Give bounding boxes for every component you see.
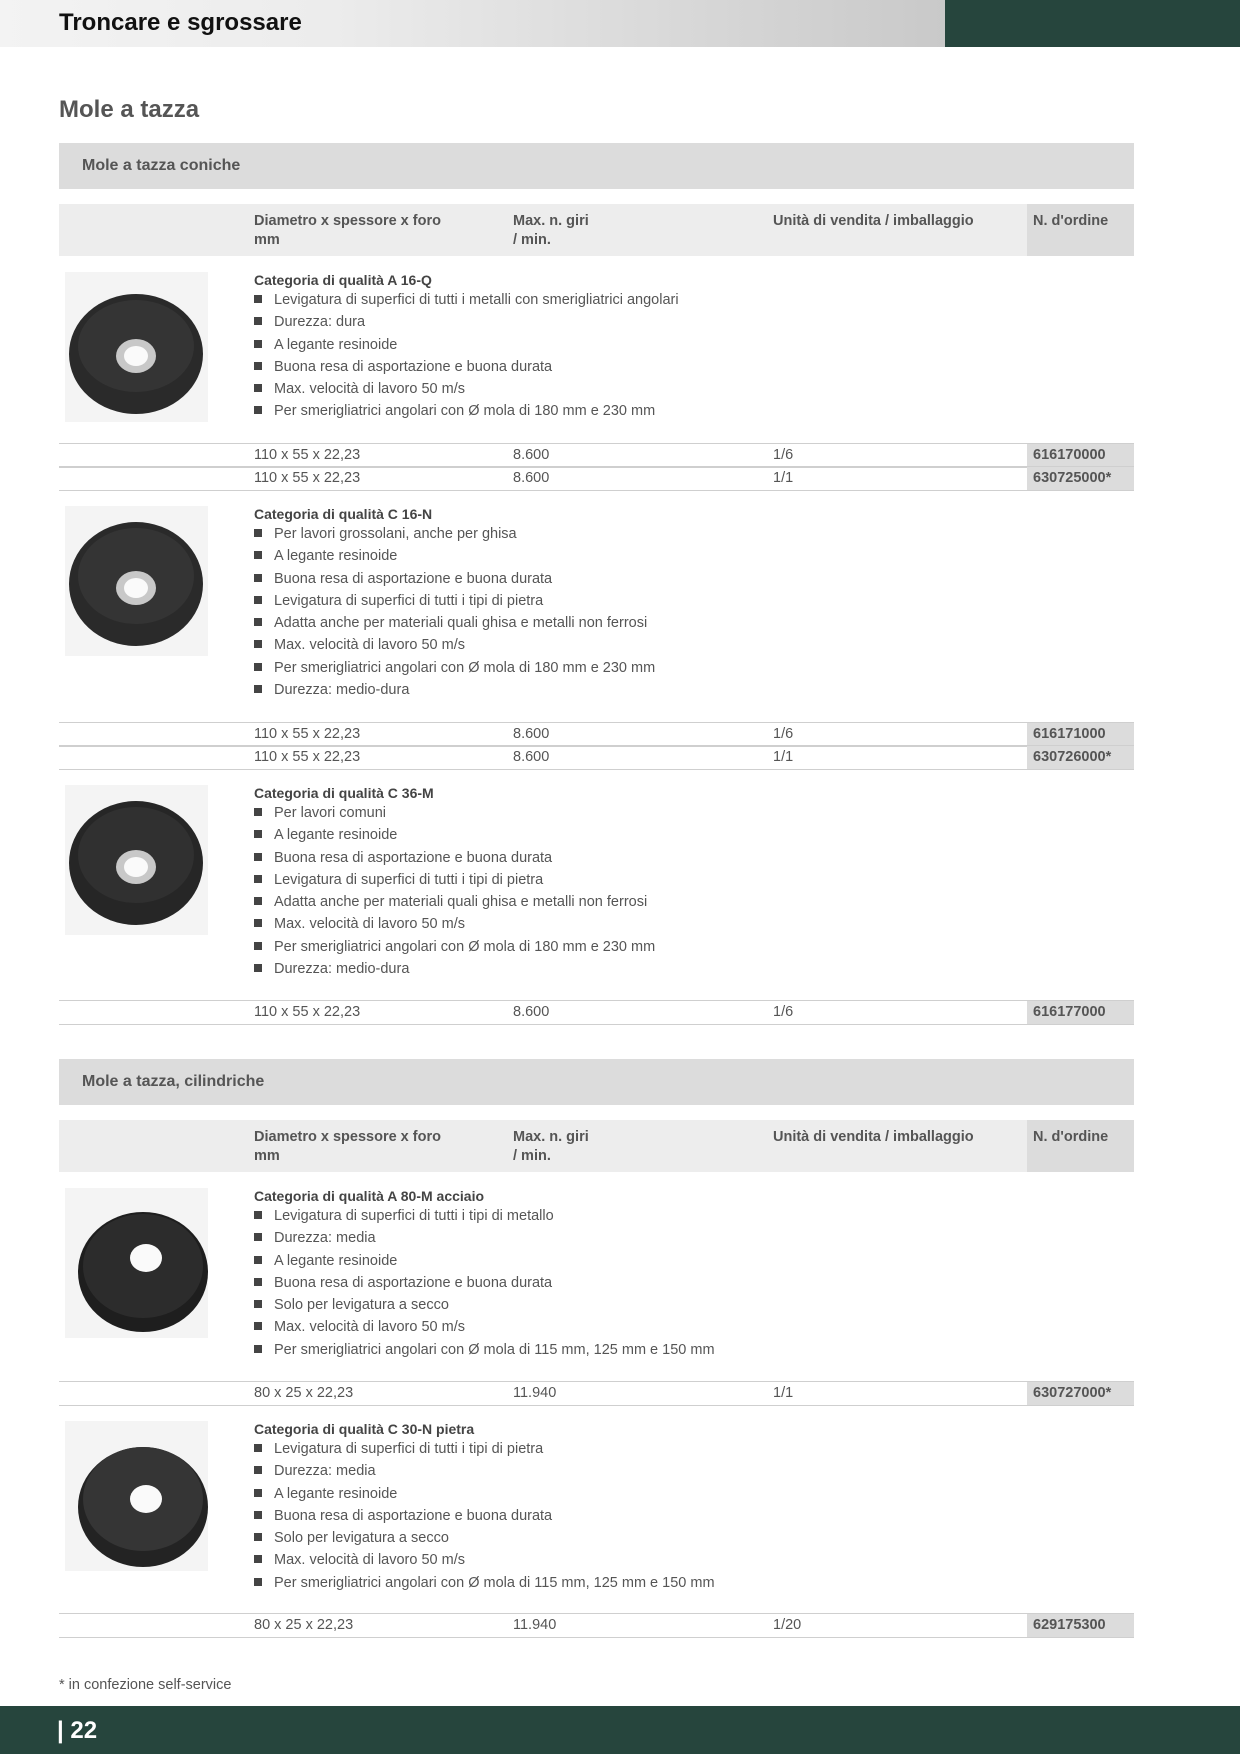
column-order: N. d'ordine	[1033, 1129, 1109, 1145]
list-item: A legante resinoide	[254, 824, 655, 846]
list-item: Durezza: media	[254, 1227, 715, 1249]
order-number: 616177000	[1027, 1001, 1134, 1024]
table-row: 110 x 55 x 22,23 8.600 1/1 630725000*	[59, 466, 1134, 491]
conical-cup-wheel-image	[65, 272, 208, 422]
list-item: A legante resinoide	[254, 1483, 715, 1505]
list-item: Durezza: medio-dura	[254, 679, 655, 701]
conical-cup-wheel-image	[65, 506, 208, 656]
section-bar-conical	[59, 143, 1134, 189]
order-number: 630725000*	[1027, 467, 1134, 490]
quality-category: Categoria di qualità C 30-N pietra	[254, 1421, 475, 1437]
list-item: Levigatura di superfici di tutti i metalli con smerigliatrici angolari	[254, 289, 679, 311]
column-rpm: Max. n. giri	[513, 213, 589, 229]
list-item: Per smerigliatrici angolari con Ø mola di 180 mm e 230 mm	[254, 936, 655, 958]
column-unit: Unità di vendita / imballaggio	[773, 1129, 974, 1145]
list-item: Max. velocità di lavoro 50 m/s	[254, 1316, 715, 1338]
list-item: Buona resa di asportazione e buona durata	[254, 847, 655, 869]
table-header: Diametro x spessore x foro mm Max. n. giri / min. Unità di vendita / imballaggio N. d'ordine	[59, 1120, 1134, 1172]
list-item: A legante resinoide	[254, 334, 679, 356]
cylindrical-cup-wheel-image	[65, 1188, 208, 1338]
list-item: Max. velocità di lavoro 50 m/s	[254, 634, 655, 656]
list-item: Buona resa di asportazione e buona durata	[254, 1272, 715, 1294]
list-item: Max. velocità di lavoro 50 m/s	[254, 378, 679, 400]
list-item: Levigatura di superfici di tutti i tipi di pietra	[254, 1438, 715, 1460]
table-row: 80 x 25 x 22,23 11.940 1/20 629175300	[59, 1613, 1134, 1638]
list-item: Buona resa di asportazione e buona durata	[254, 356, 679, 378]
list-item: Adatta anche per materiali quali ghisa e metalli non ferrosi	[254, 612, 655, 634]
quality-category: Categoria di qualità A 80-M acciaio	[254, 1188, 485, 1204]
list-item: Per smerigliatrici angolari con Ø mola di 180 mm e 230 mm	[254, 400, 679, 422]
footnote: * in confezione self-service	[59, 1677, 232, 1693]
list-item: Buona resa di asportazione e buona durata	[254, 1505, 715, 1527]
footer-bar	[0, 1706, 1240, 1754]
list-item: Per smerigliatrici angolari con Ø mola di 115 mm, 125 mm e 150 mm	[254, 1572, 715, 1594]
header-accent	[945, 0, 1240, 47]
list-item: Solo per levigatura a secco	[254, 1294, 715, 1316]
quality-category: Categoria di qualità A 16-Q	[254, 272, 432, 288]
conical-cup-wheel-image	[65, 785, 208, 935]
quality-category: Categoria di qualità C 16-N	[254, 506, 433, 522]
list-item: Durezza: medio-dura	[254, 958, 655, 980]
order-number: 616171000	[1027, 723, 1134, 746]
order-number: 630726000*	[1027, 746, 1134, 769]
feature-list	[254, 289, 679, 423]
list-item: Levigatura di superfici di tutti i tipi di pietra	[254, 869, 655, 891]
order-number: 630727000*	[1027, 1382, 1134, 1405]
column-dimensions: Diametro x spessore x foro	[254, 213, 441, 229]
quality-category: Categoria di qualità C 36-M	[254, 785, 434, 801]
list-item: Max. velocità di lavoro 50 m/s	[254, 1549, 715, 1571]
section-label: Mole a tazza coniche	[82, 157, 241, 174]
order-number: 616170000	[1027, 444, 1134, 467]
list-item: Per smerigliatrici angolari con Ø mola di 180 mm e 230 mm	[254, 657, 655, 679]
list-item: Solo per levigatura a secco	[254, 1527, 715, 1549]
order-number: 629175300	[1027, 1614, 1134, 1637]
table-row: 110 x 55 x 22,23 8.600 1/6 616171000	[59, 722, 1134, 747]
table-row: 110 x 55 x 22,23 8.600 1/1 630726000*	[59, 745, 1134, 770]
feature-list	[254, 802, 655, 980]
table-row: 110 x 55 x 22,23 8.600 1/6 616177000	[59, 1000, 1134, 1025]
column-dimensions: Diametro x spessore x foro	[254, 1129, 441, 1145]
table-row: 80 x 25 x 22,23 11.940 1/1 630727000*	[59, 1381, 1134, 1406]
table-row: 110 x 55 x 22,23 8.600 1/6 616170000	[59, 443, 1134, 468]
list-item: Levigatura di superfici di tutti i tipi di metallo	[254, 1205, 715, 1227]
list-item: Per smerigliatrici angolari con Ø mola di 115 mm, 125 mm e 150 mm	[254, 1339, 715, 1361]
chapter-title: Troncare e sgrossare	[59, 9, 302, 36]
list-item: Per lavori comuni	[254, 802, 655, 824]
list-item: Levigatura di superfici di tutti i tipi di pietra	[254, 590, 655, 612]
feature-list	[254, 1205, 715, 1361]
section-bar-cylindrical	[59, 1059, 1134, 1105]
column-rpm: Max. n. giri	[513, 1129, 589, 1145]
feature-list	[254, 1438, 715, 1594]
column-unit: Unità di vendita / imballaggio	[773, 213, 974, 229]
list-item: Durezza: dura	[254, 311, 679, 333]
feature-list	[254, 523, 655, 701]
list-item: A legante resinoide	[254, 1250, 715, 1272]
list-item: Per lavori grossolani, anche per ghisa	[254, 523, 655, 545]
column-order: N. d'ordine	[1033, 213, 1109, 229]
table-header: Diametro x spessore x foro mm Max. n. giri / min. Unità di vendita / imballaggio N. d'ordine	[59, 204, 1134, 256]
list-item: Max. velocità di lavoro 50 m/s	[254, 913, 655, 935]
cylindrical-cup-wheel-image	[65, 1421, 208, 1571]
section-label: Mole a tazza, cilindriche	[82, 1073, 265, 1090]
page-title: Mole a tazza	[59, 96, 200, 123]
page-number: | 22	[57, 1717, 98, 1744]
list-item: Adatta anche per materiali quali ghisa e metalli non ferrosi	[254, 891, 655, 913]
list-item: Buona resa di asportazione e buona durata	[254, 568, 655, 590]
list-item: A legante resinoide	[254, 545, 655, 567]
list-item: Durezza: media	[254, 1460, 715, 1482]
